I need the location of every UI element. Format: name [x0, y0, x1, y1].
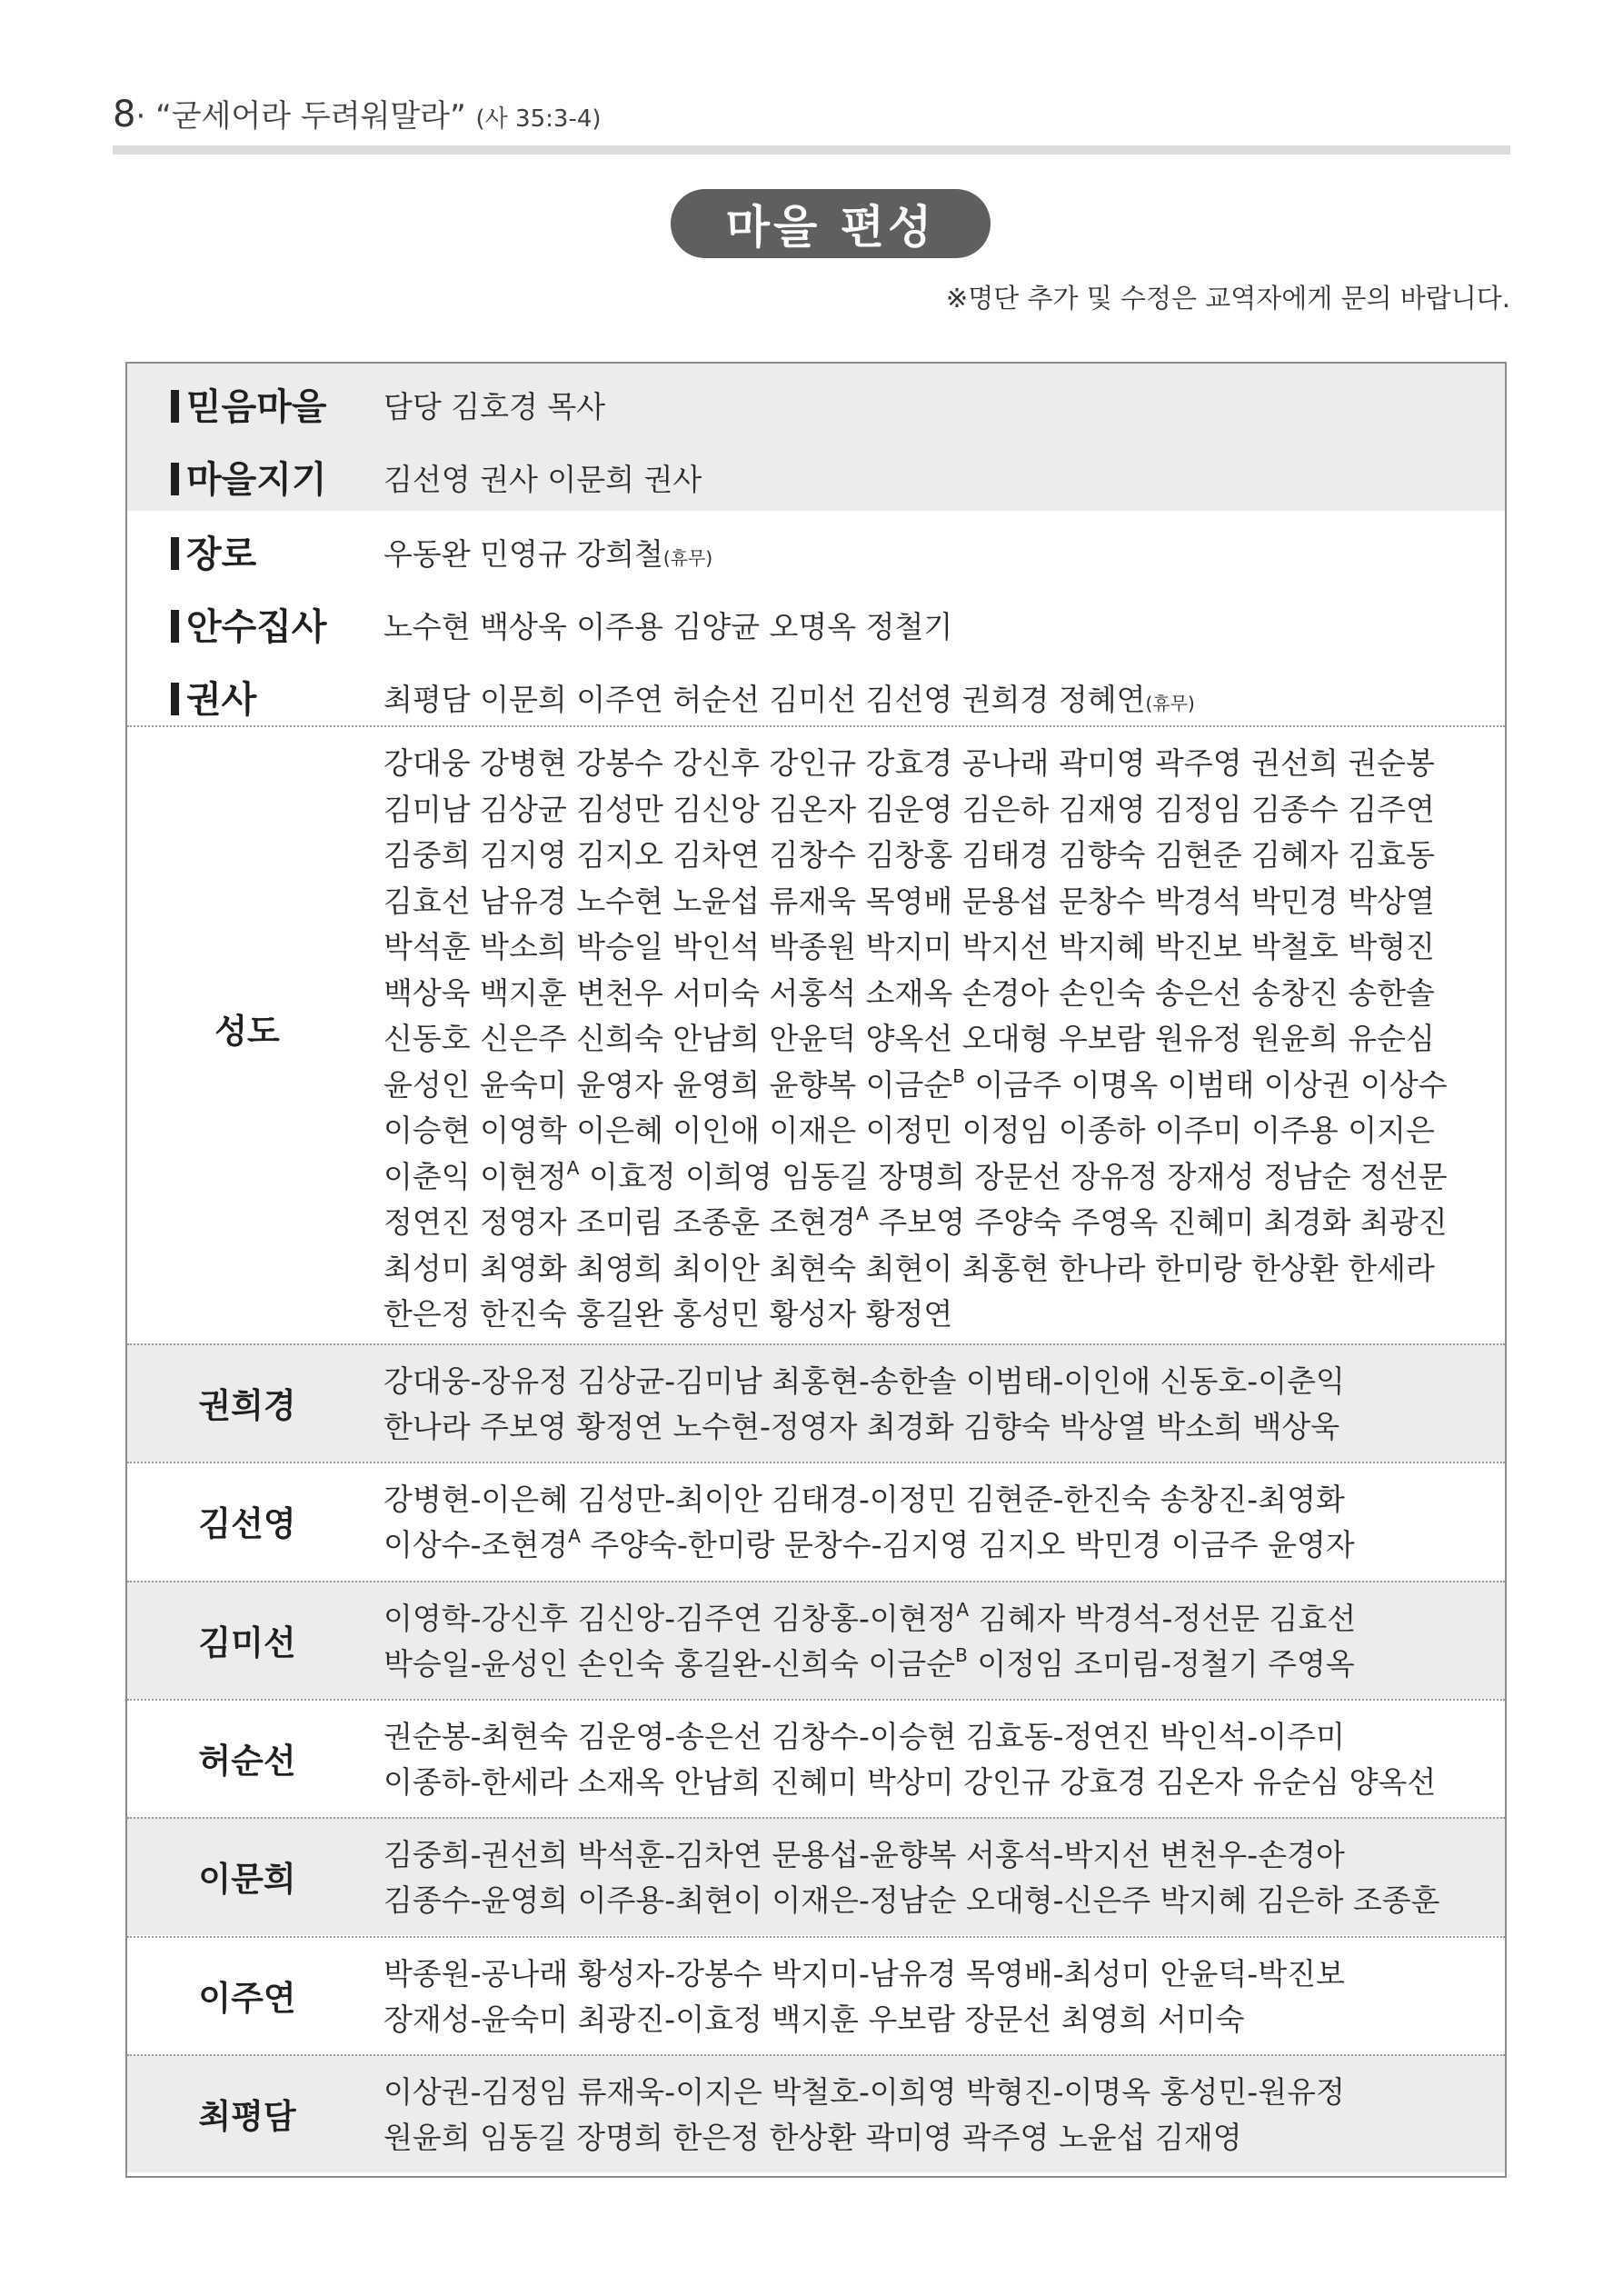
- name-marker: A: [566, 1156, 580, 1179]
- name-marker: A: [956, 1598, 970, 1621]
- care-group-row: [127, 1343, 1505, 1462]
- care-group-line: [383, 1951, 1345, 1993]
- care-group-line: [383, 1522, 1355, 1564]
- row-value-kwonsa: 최평담 이문희 이주연 허순선 김미선 김선영 권희경 정혜연(휴무): [383, 682, 1195, 717]
- name-text: 박석훈 박소희 박승일 박인석 박종원 박지미 박지선 박지혜 박진보 박철호 박형진: [383, 929, 1435, 964]
- section-title: 마을 편성: [671, 189, 991, 258]
- scripture-reference: (사 35:3-4): [475, 105, 602, 133]
- name-text: 강병현-이은혜 김성만-최이안 김태경-이정민 김현준-한진숙 송창진-최영화: [383, 1482, 1345, 1518]
- name-text: 이정임 조미림-정철기 주영옥: [967, 1645, 1355, 1682]
- header-rule: [113, 145, 1510, 155]
- saints-line: [383, 1015, 1435, 1058]
- care-group-line: [383, 1358, 1345, 1401]
- name-text: 이효정 이희영 임동길 장명희 장문선 장유정 장재성 정남순 정선문: [579, 1158, 1448, 1194]
- care-group-leader: 이주연: [198, 1978, 296, 2018]
- care-group-leader: 김미선: [198, 1622, 296, 1662]
- row-value-faith-village: 담당 김호경 목사: [383, 389, 606, 424]
- row-label-elders: 장로: [171, 525, 256, 577]
- care-group-line: [383, 2114, 1242, 2157]
- name-text: 이승현 이영학 이은혜 이인애 이재은 이정민 이정임 이종하 이주미 이주용 이지은: [383, 1113, 1435, 1148]
- saints-line: [383, 1245, 1435, 1288]
- name-text: 이상권-김정임 류재욱-이지은 박철호-이희영 박형진-이명옥 홍성민-원유정: [383, 2073, 1345, 2110]
- care-group-line: [383, 1595, 1356, 1638]
- care-group-leader: 김선영: [198, 1504, 296, 1544]
- row-label-village-keepers: 마을지기: [171, 451, 327, 503]
- saints-line: [383, 740, 1435, 783]
- page-number: 8: [113, 94, 136, 135]
- row-label-kwonsa: 권사: [171, 671, 256, 723]
- page-separator: ·: [135, 98, 146, 135]
- bullet-bar-icon: [171, 683, 179, 715]
- care-group-leader: 권희경: [198, 1386, 296, 1425]
- care-group-line: [383, 1996, 1244, 2039]
- leave-note: (휴무): [662, 547, 713, 569]
- saints-line: [383, 832, 1435, 874]
- name-marker: B: [952, 1064, 965, 1087]
- care-group-line: [383, 1476, 1345, 1519]
- name-text: 김중희 김지영 김지오 김차연 김창수 김창홍 김태경 김향숙 김현준 김혜자 김효동: [383, 837, 1435, 873]
- saints-block: [127, 725, 1505, 1343]
- leave-note: (휴무): [1145, 693, 1195, 714]
- care-group-line: [383, 1641, 1355, 1683]
- name-text: 한나라 주보영 황정연 노수현-정영자 최경화 김향숙 박상열 박소희 백상욱: [383, 1409, 1340, 1444]
- care-group-row: [127, 1462, 1505, 1580]
- saints-line: [383, 1107, 1435, 1150]
- care-group-line: [383, 1832, 1345, 1874]
- saints-line: [383, 1062, 1448, 1104]
- name-text: 신동호 신은주 신희숙 안남희 안윤덕 양옥선 오대형 우보람 원유정 원윤희 유순심: [383, 1021, 1435, 1056]
- care-group-line: [383, 1877, 1440, 1920]
- name-marker: B: [955, 1643, 968, 1666]
- name-text: 주양숙-한미랑 문창수-김지영 김지오 박민경 이금주 윤영자: [580, 1527, 1355, 1563]
- name-text: 이춘익 이현정: [383, 1158, 567, 1194]
- name-text: 이금주 이명옥 이범태 이상권 이상수: [965, 1066, 1448, 1103]
- bullet-bar-icon: [171, 610, 179, 643]
- name-text: 이영학-강신후 김신앙-김주연 김창홍-이현정: [383, 1600, 957, 1636]
- row-label-ordained-deacons: 안수집사: [171, 598, 327, 650]
- bullet-bar-icon: [171, 463, 179, 495]
- saints-line: [383, 786, 1435, 829]
- name-text: 김종수-윤영희 이주용-최현이 이재은-정남순 오대형-신은주 박지혜 김은하 조종훈: [383, 1882, 1440, 1919]
- row-value-elders: 우동완 민영규 강희철(휴무): [383, 536, 713, 572]
- care-group-row: [127, 1581, 1505, 1699]
- name-text: 강대웅 강병현 강봉수 강신후 강인규 강효경 공나래 곽미영 곽주영 권선희 권순봉: [383, 745, 1435, 781]
- header-title: “굳세어라 두려워말라”: [155, 98, 466, 135]
- saints-label: 성도: [214, 1012, 280, 1051]
- name-marker: A: [568, 1525, 581, 1548]
- care-group-line: [383, 2069, 1345, 2111]
- care-group-row: [127, 1699, 1505, 1817]
- name-text: 한은정 한진숙 홍길완 홍성민 황성자 황정연: [383, 1296, 953, 1332]
- name-text: 이상수-조현경: [383, 1527, 569, 1563]
- saints-line: [383, 1291, 952, 1333]
- name-text: 박종원-공나래 황성자-강봉수 박지미-남유경 목영배-최성미 안윤덕-박진보: [383, 1955, 1345, 1992]
- care-group-line: [383, 1403, 1339, 1446]
- name-text: 강대웅-장유정 김상균-김미남 최홍현-송한솔 이범태-이인애 신동호-이춘익: [383, 1363, 1345, 1399]
- name-text: 최성미 최영화 최영희 최이안 최현숙 최현이 최홍현 한나라 한미랑 한상환 한세라: [383, 1250, 1435, 1286]
- saints-line: [383, 1199, 1448, 1242]
- care-group-line: [383, 1759, 1436, 1802]
- bullet-bar-icon: [171, 537, 179, 570]
- running-header: [113, 91, 602, 135]
- name-text: 장재성-윤숙미 최광진-이효정 백지훈 우보람 장문선 최영희 서미숙: [383, 2001, 1245, 2037]
- bullet-bar-icon: [171, 390, 179, 423]
- care-group-line: [383, 1713, 1345, 1756]
- name-marker: A: [856, 1203, 869, 1224]
- name-text: 이종하-한세라 소재옥 안남희 진혜미 박상미 강인규 강효경 김온자 유순심 양옥선: [383, 1763, 1437, 1800]
- saints-line: [383, 878, 1435, 921]
- care-group-leader: 최평담: [198, 2096, 296, 2136]
- row-label-faith-village: 믿음마을: [171, 378, 327, 430]
- care-group-row: [127, 1817, 1505, 1935]
- name-text: 권순봉-최현숙 김운영-송은선 김창수-이승현 김효동-정연진 박인석-이주미: [383, 1718, 1345, 1754]
- name-text: 윤성인 윤숙미 윤영자 윤영희 윤향복 이금순: [383, 1066, 953, 1103]
- saints-line: [383, 923, 1435, 966]
- name-text: 원윤희 임동길 장명희 한은정 한상환 곽미영 곽주영 노윤섭 김재영: [383, 2119, 1242, 2155]
- leadership-block: [127, 364, 1505, 511]
- row-value-village-keepers: 김선영 권사 이문희 권사: [383, 462, 702, 497]
- village-table: [125, 362, 1507, 2178]
- name-text: 김중희-권선희 박석훈-김차연 문용섭-윤향복 서홍석-박지선 변천우-손경아: [383, 1837, 1345, 1873]
- name-text: 주보영 주양숙 주영옥 진혜미 최경화 최광진: [868, 1204, 1448, 1240]
- saints-line: [383, 1153, 1448, 1196]
- notice-text: ※명단 추가 및 수정은 교역자에게 문의 바랍니다.: [945, 283, 1510, 314]
- saints-line: [383, 970, 1435, 1013]
- name-text: 김효선 남유경 노수현 노윤섭 류재욱 목영배 문용섭 문창수 박경석 박민경 박상열: [383, 883, 1435, 919]
- care-group-leader: 이문희: [198, 1860, 296, 1900]
- care-group-row: [127, 2054, 1505, 2172]
- row-value-ordained-deacons: 노수현 백상욱 이주용 김양균 오명옥 정철기: [383, 609, 953, 644]
- name-text: 정연진 정영자 조미림 조종훈 조현경: [383, 1204, 857, 1240]
- care-group-leader: 허순선: [198, 1741, 296, 1781]
- name-text: 백상욱 백지훈 변천우 서미숙 서홍석 소재옥 손경아 손인숙 송은선 송창진 송한솔: [383, 974, 1435, 1011]
- care-group-row: [127, 1936, 1505, 2054]
- name-text: 김미남 김상균 김성만 김신앙 김온자 김운영 김은하 김재영 김정임 김종수 김주연: [383, 791, 1435, 827]
- name-text: 박승일-윤성인 손인숙 홍길완-신희숙 이금순: [383, 1645, 956, 1682]
- name-text: 김혜자 박경석-정선문 김효선: [969, 1600, 1357, 1636]
